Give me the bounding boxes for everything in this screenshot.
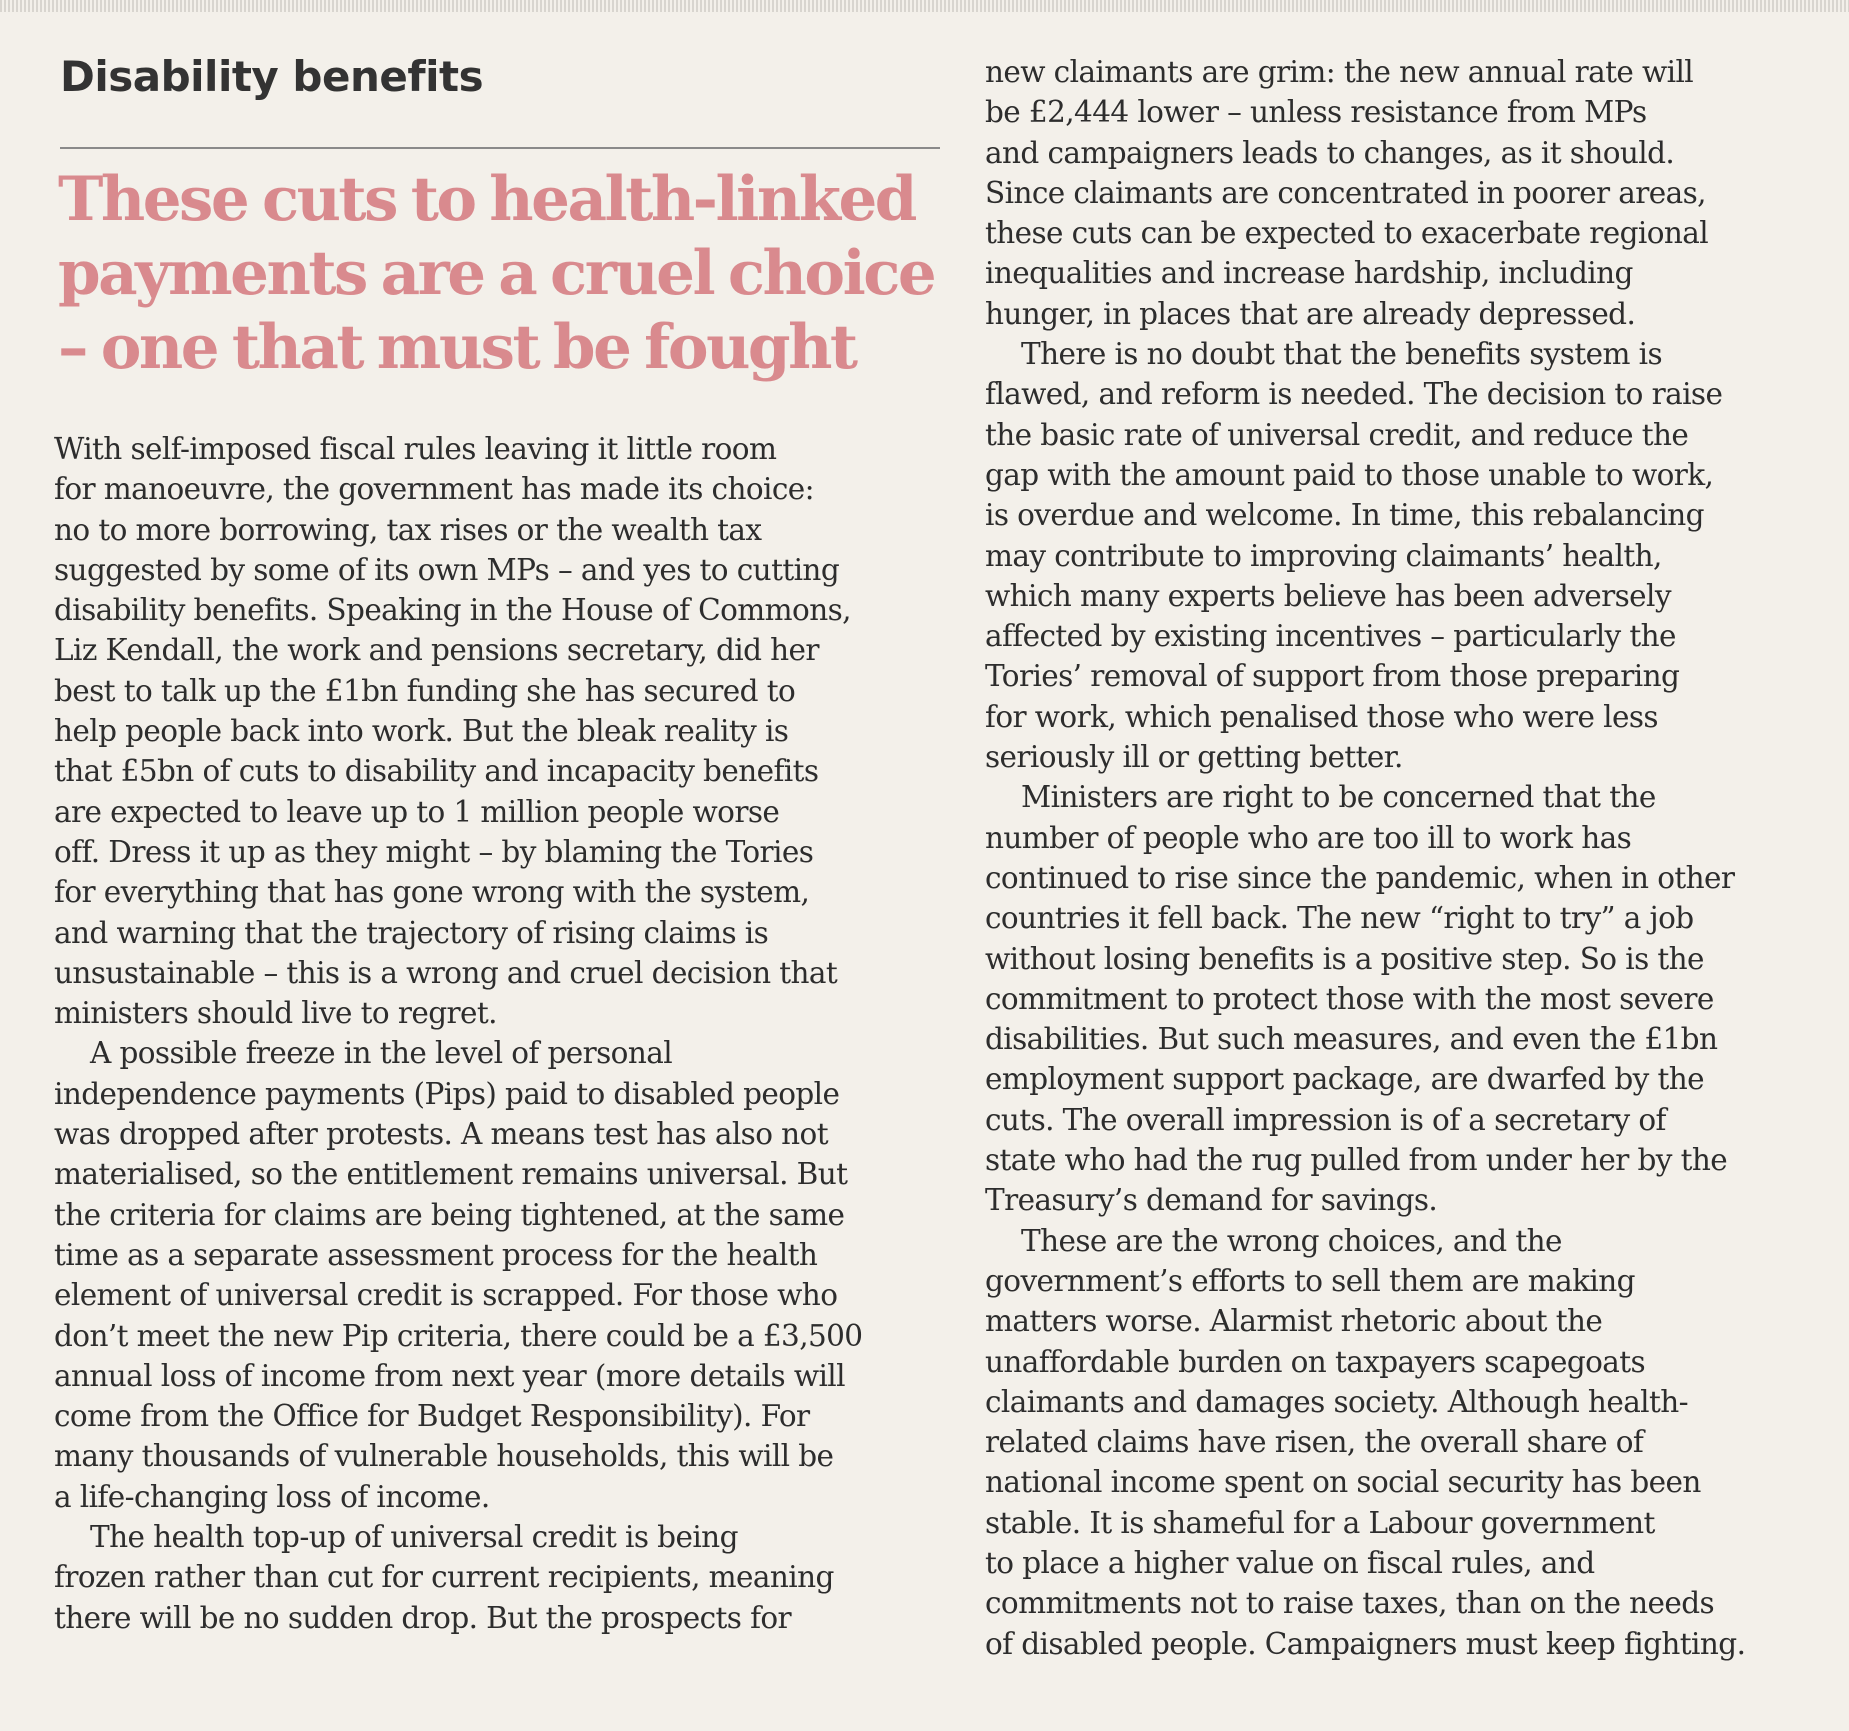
text-line: hunger, in places that are already depressed.	[985, 296, 1636, 331]
text-line: inequalities and increase hardship, including	[985, 256, 1633, 291]
text-line: gap with the amount paid to those unable to work,	[985, 457, 1714, 492]
text-line: don’t meet the new Pip criteria, there could be a £3,500	[54, 1318, 863, 1353]
text-line: to place a higher value on fiscal rules, and	[985, 1545, 1595, 1580]
text-line: affected by existing incentives – particularly the	[985, 619, 1676, 654]
text-line: national income spent on social security has been	[985, 1465, 1701, 1500]
headline-line: These cuts to health-linked	[58, 164, 915, 235]
text-line: A possible freeze in the level of personal	[90, 1036, 673, 1071]
text-line: ministers should live to regret.	[54, 996, 497, 1031]
paragraph	[985, 1221, 1815, 1664]
text-line: unsustainable – this is a wrong and cruel decision that	[54, 955, 838, 990]
text-line: and campaigners leads to changes, as it should.	[985, 135, 1675, 170]
text-line: new claimants are grim: the new annual rate will	[985, 55, 1694, 89]
text-line: There is no doubt that the benefits system is	[1021, 337, 1662, 372]
text-line: may contribute to improving claimants’ health,	[985, 538, 1662, 573]
text-line: the basic rate of universal credit, and reduce the	[985, 417, 1689, 452]
headline-line: payments are a cruel choice	[58, 238, 935, 309]
text-line: unaffordable burden on taxpayers scapegoats	[985, 1344, 1646, 1379]
right-column	[985, 52, 1815, 1664]
text-line: and warning that the trajectory of rising claims is	[54, 915, 769, 950]
text-line: With self-imposed fiscal rules leaving it little room	[54, 432, 777, 466]
text-line: the criteria for claims are being tightened, at the same	[54, 1197, 845, 1232]
text-line: independence payments (Pips) paid to disabled people	[54, 1076, 840, 1111]
paragraph	[985, 777, 1815, 1220]
text-line: a life-changing loss of income.	[54, 1479, 490, 1514]
text-line: related claims have risen, the overall share of	[985, 1425, 1644, 1460]
text-line: without losing benefits is a positive step. So is the	[985, 941, 1704, 976]
text-line: no to more borrowing, tax rises or the wealth tax	[54, 512, 762, 547]
text-line: for manoeuvre, the government has made its choice:	[54, 472, 814, 507]
text-line: are expected to leave up to 1 million people worse	[54, 794, 780, 829]
text-line: suggested by some of its own MPs – and yes to cutting	[54, 552, 840, 587]
text-line: government’s efforts to sell them are making	[985, 1263, 1635, 1298]
text-line: materialised, so the entitlement remains universal. But	[54, 1157, 848, 1192]
text-line: disability benefits. Speaking in the House of Commons,	[54, 593, 851, 628]
text-line: which many experts believe has been adversely	[985, 578, 1671, 613]
text-line: help people back into work. But the bleak reality is	[54, 714, 789, 749]
text-line: there will be no sudden drop. But the prospects for	[54, 1600, 792, 1635]
text-line: commitment to protect those with the most severe	[985, 981, 1714, 1016]
text-line: annual loss of income from next year (more details will	[54, 1358, 845, 1393]
text-line: of disabled people. Campaigners must keep fighting.	[985, 1626, 1746, 1661]
text-line: Ministers are right to be concerned that the	[1021, 780, 1656, 815]
text-line: disabilities. But such measures, and even the £1bn	[985, 1022, 1718, 1057]
left-body-text	[54, 429, 934, 1638]
text-line: is overdue and welcome. In time, this rebalancing	[985, 498, 1704, 533]
text-line: best to talk up the £1bn funding she has secured to	[54, 673, 796, 708]
text-line: element of universal credit is scrapped. For those who	[54, 1278, 838, 1313]
text-line: stable. It is shameful for a Labour government	[985, 1505, 1655, 1540]
text-line: these cuts can be expected to exacerbate regional	[985, 216, 1709, 251]
text-line: that £5bn of cuts to disability and incapacity benefits	[54, 754, 819, 789]
paragraph	[985, 334, 1815, 777]
text-line: claimants and damages society. Although health-	[985, 1384, 1689, 1419]
text-line: matters worse. Alarmist rhetoric about the	[985, 1304, 1603, 1339]
text-line: number of people who are too ill to work has	[985, 820, 1632, 855]
text-line: was dropped after protests. A means test has also not	[54, 1117, 828, 1152]
text-line: continued to rise since the pandemic, when in other	[985, 860, 1735, 895]
text-line: Tories’ removal of support from those preparing	[985, 659, 1680, 694]
paragraph	[985, 52, 1815, 334]
text-line: seriously ill or getting better.	[985, 740, 1403, 775]
paragraph	[54, 429, 934, 1033]
top-border	[0, 0, 1849, 12]
headline-line: – one that must be fought	[58, 312, 856, 383]
text-line: The health top-up of universal credit is being	[90, 1520, 738, 1555]
text-line: many thousands of vulnerable households, this will be	[54, 1439, 834, 1474]
text-line: for work, which penalised those who were less	[985, 699, 1658, 734]
text-line: employment support package, are dwarfed by the	[985, 1062, 1705, 1097]
text-line: off. Dress it up as they might – by blaming the Tories	[54, 834, 814, 869]
text-line: frozen rather than cut for current recipients, meaning	[54, 1560, 834, 1595]
text-line: countries it fell back. The new “right to try” a job	[985, 901, 1694, 936]
paragraph	[54, 1033, 934, 1517]
text-line: come from the Office for Budget Responsibility). For	[54, 1399, 810, 1434]
text-line: for everything that has gone wrong with the system,	[54, 875, 810, 910]
left-column	[50, 40, 955, 1638]
text-line: flawed, and reform is needed. The decision to raise	[985, 377, 1723, 412]
text-line: Since claimants are concentrated in poorer areas,	[985, 175, 1706, 210]
text-line: state who had the rug pulled from under her by the	[985, 1143, 1728, 1178]
text-line: commitments not to raise taxes, than on the needs	[985, 1586, 1715, 1621]
paragraph	[54, 1517, 934, 1638]
text-line: be £2,444 lower – unless resistance from MPs	[985, 95, 1647, 130]
divider-rule	[60, 147, 940, 149]
text-line: These are the wrong choices, and the	[1021, 1223, 1562, 1258]
text-line: cuts. The overall impression is of a secretary of	[985, 1102, 1666, 1137]
section-label: Disability benefits	[60, 52, 484, 101]
right-body-text	[985, 52, 1815, 1664]
text-line: Treasury’s demand for savings.	[985, 1183, 1438, 1218]
headline	[58, 163, 955, 385]
text-line: time as a separate assessment process for the health	[54, 1237, 818, 1272]
text-line: Liz Kendall, the work and pensions secretary, did her	[54, 633, 819, 668]
